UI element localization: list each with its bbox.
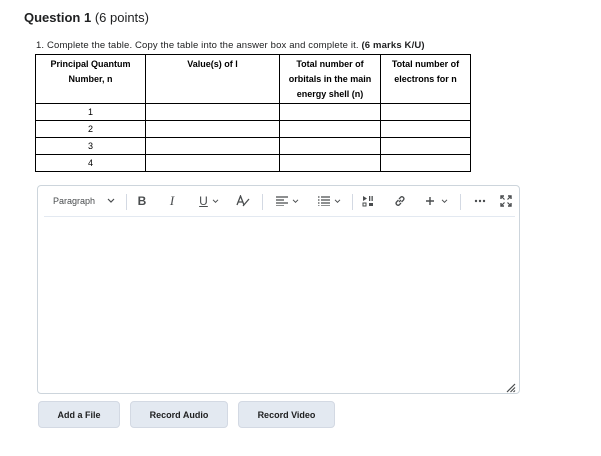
table-row — [36, 155, 471, 172]
bold-icon: B — [137, 194, 147, 208]
chevron-down-icon — [441, 199, 448, 204]
insert-media-button[interactable] — [358, 186, 378, 216]
question-heading — [24, 10, 149, 25]
question-prompt — [36, 40, 425, 51]
align-icon — [276, 196, 288, 206]
header-quantum-number: Principal Quantum Number, n — [36, 55, 146, 104]
header-electrons: Total number of electrons for n — [381, 55, 471, 104]
table-cell-n: 3 — [36, 138, 146, 155]
toolbar-divider — [262, 194, 263, 210]
header-orbitals: Total number of orbitals in the main energy shell (n) — [280, 55, 381, 104]
fullscreen-icon — [500, 195, 512, 207]
toolbar-divider — [352, 194, 353, 210]
block-format-select[interactable] — [48, 186, 120, 216]
answer-editor[interactable] — [37, 185, 520, 394]
link-icon — [394, 195, 406, 207]
link-button[interactable] — [390, 186, 410, 216]
underline-icon: U — [199, 194, 208, 208]
prompt-text: 1. Complete the table. Copy the table into the answer box and complete it. — [36, 40, 359, 51]
chevron-down-icon — [107, 198, 115, 204]
editor-content-area[interactable] — [44, 218, 513, 378]
underline-button[interactable] — [192, 186, 226, 216]
list-icon — [318, 196, 330, 206]
add-icon — [425, 196, 435, 206]
insert-button[interactable] — [420, 186, 452, 216]
header-l-values: Value(s) of l — [146, 55, 280, 104]
table-row — [36, 104, 471, 121]
toolbar-divider — [460, 194, 461, 210]
insert-media-icon — [362, 195, 374, 207]
table-header-row — [36, 55, 471, 104]
chevron-down-icon — [334, 199, 341, 204]
toolbar-divider — [126, 194, 127, 210]
more-button[interactable] — [470, 186, 490, 216]
editor-toolbar — [44, 186, 515, 217]
question-table — [35, 54, 471, 172]
more-icon — [474, 199, 486, 203]
question-points: (6 points) — [94, 10, 150, 25]
list-button[interactable] — [312, 186, 346, 216]
table-row — [36, 121, 471, 138]
italic-icon: I — [169, 193, 175, 208]
table-row — [36, 138, 471, 155]
add-file-button[interactable]: Add a File — [38, 401, 120, 428]
record-audio-button[interactable]: Record Audio — [130, 401, 228, 428]
prompt-marks: (6 marks K/U) — [361, 40, 425, 51]
block-format-label: Paragraph — [52, 196, 96, 206]
fullscreen-button[interactable] — [496, 186, 516, 216]
chevron-down-icon — [212, 199, 219, 204]
chevron-down-icon — [292, 199, 299, 204]
bold-button[interactable] — [132, 186, 152, 216]
align-button[interactable] — [270, 186, 304, 216]
table-cell-n: 2 — [36, 121, 146, 138]
italic-button[interactable] — [162, 186, 182, 216]
table-cell-n: 1 — [36, 104, 146, 121]
text-style-icon — [236, 195, 250, 207]
text-style-button[interactable] — [232, 186, 254, 216]
question-title: Question 1 — [24, 10, 92, 25]
record-video-button[interactable]: Record Video — [238, 401, 335, 428]
resize-icon[interactable] — [506, 380, 516, 390]
table-cell-n: 4 — [36, 155, 146, 172]
